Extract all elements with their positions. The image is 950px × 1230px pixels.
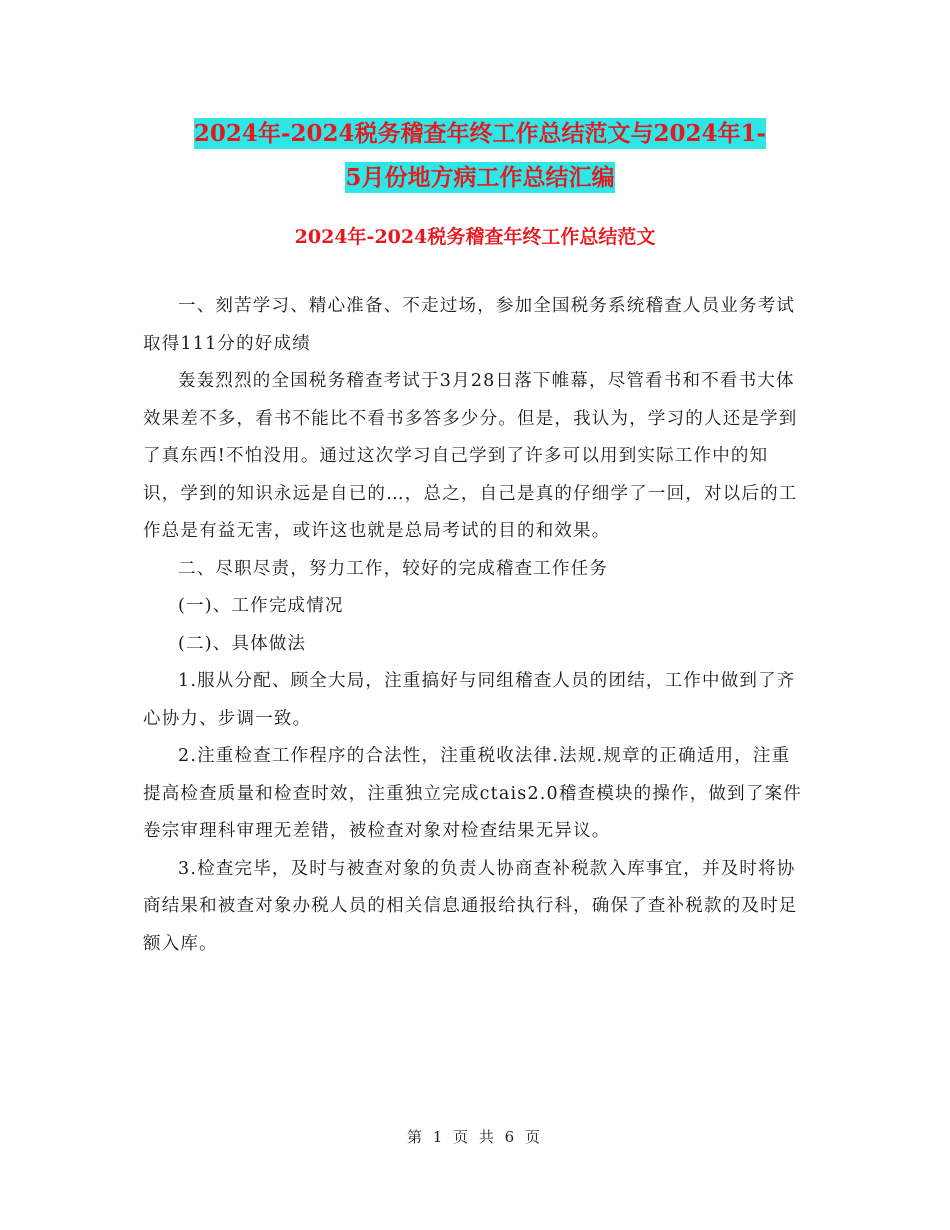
paragraph: 一、刻苦学习、精心准备、不走过场，参加全国税务系统稽查人员业务考试取得111分的好成绩 [143,296,796,354]
page-footer: 第 1 页 共 6 页 [407,1128,543,1146]
paragraph: 轰轰烈烈的全国税务稽查考试于3月28日落下帷幕，尽管看书和不看书大体效果差不多，看书不能比不看书多答多少分。但是，我认为，学习的人还是学到了真东西!不怕没用。通过这次学习自己学到了许多可以用到实际工作中的知识，学到的知识永远是自已的…，总之，自己是真的仔细学了一回，对以后的工作总是有益无害，或许这也就是总局考试的目的和效果。 [143,371,798,541]
title-line-1: 2024年-2024税务稽查年终工作总结范文与2024年1- [193,120,767,147]
section-heading: 2024年-2024税务稽查年终工作总结范文 [294,226,656,248]
paragraph: 2.注重检查工作程序的合法性，注重税收法律.法规.规章的正确适用，注重提高检查质量和检查时效，注重独立完成ctais2.0稽查模块的操作，做到了案件卷宗审理科审理无差错，被检查对象对检查结果无异议。 [143,746,802,841]
paragraph: 3.检查完毕，及时与被查对象的负责人协商查补税款入库事宜，并及时将协商结果和被查对象办税人员的相关信息通报给执行科，确保了查补税款的及时足额入库。 [143,858,798,954]
title-line-2: 5月份地方病工作总结汇编 [345,164,615,191]
paragraph: (二)、具体做法 [178,633,307,654]
document-title [150,112,810,200]
paragraph: 1.服从分配、顾全大局，注重搞好与同组稽查人员的团结，工作中做到了齐心协力、步调一致。 [143,671,796,729]
paragraph: 二、尽职尽责，努力工作，较好的完成稽查工作任务 [178,558,609,579]
document-body [143,288,803,963]
paragraph: (一)、工作完成情况 [178,596,344,616]
